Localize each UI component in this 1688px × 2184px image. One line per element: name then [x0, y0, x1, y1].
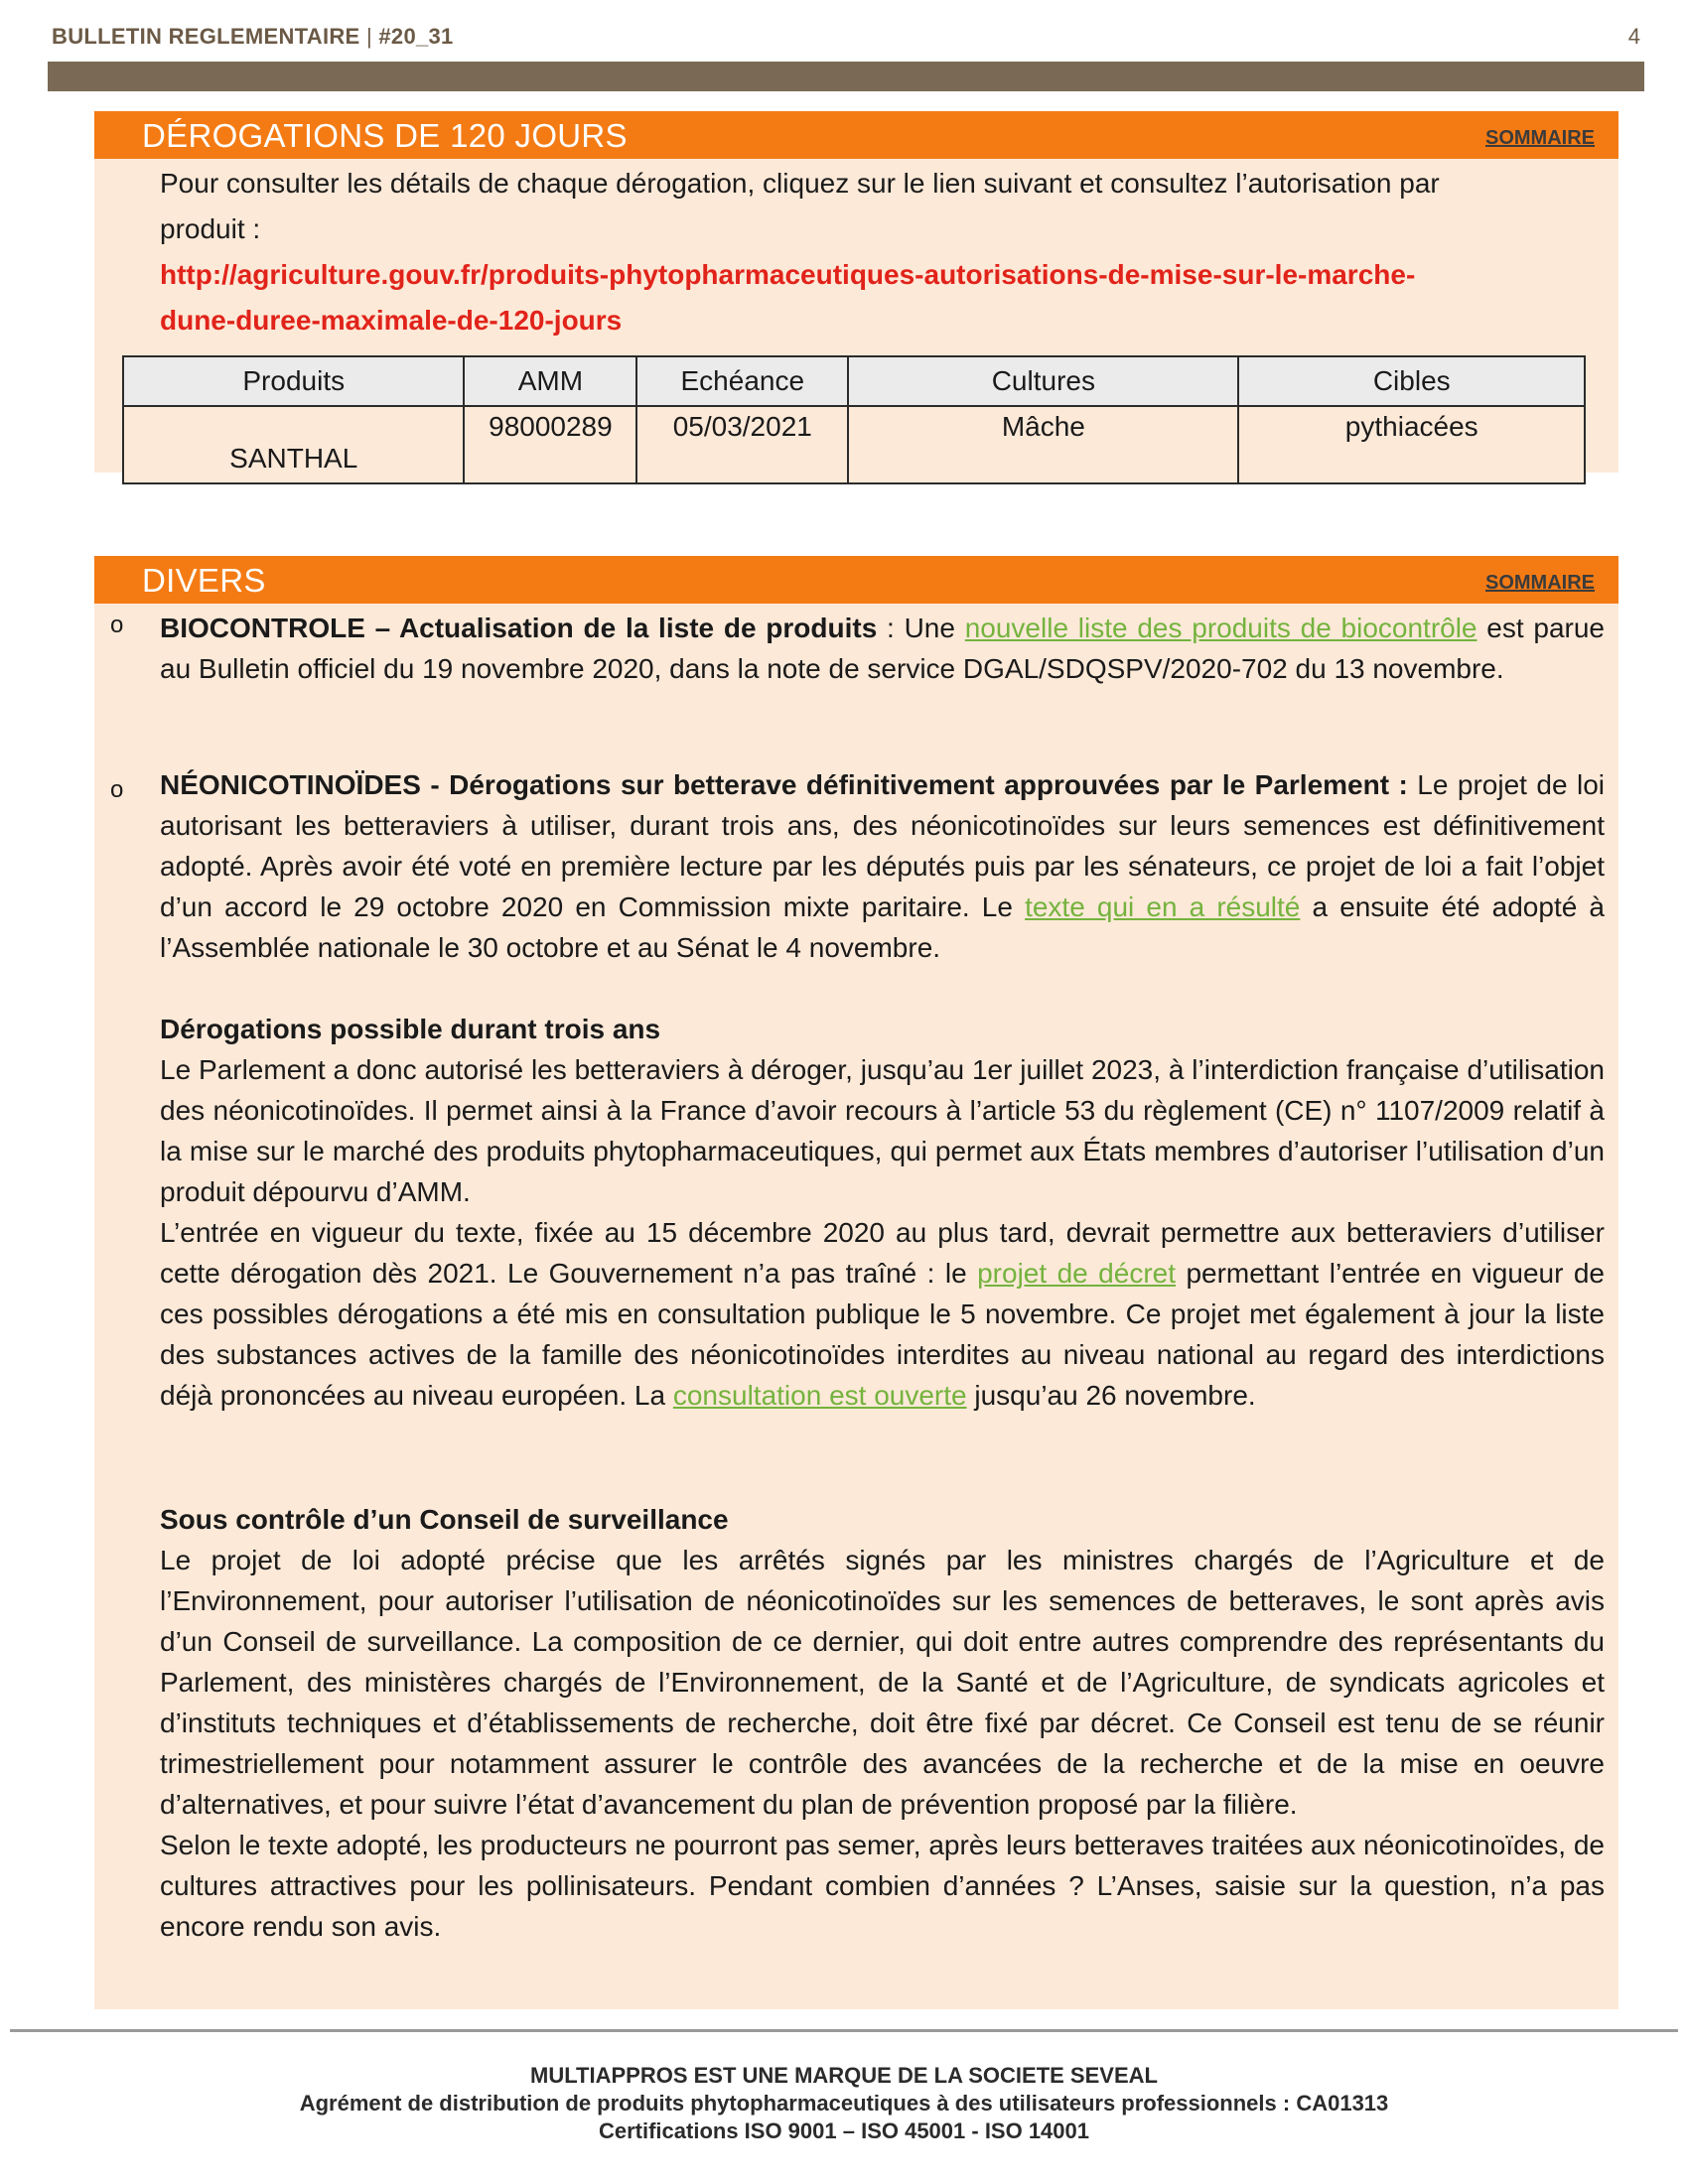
paragraph-text: jusqu’au 26 novembre.	[966, 1380, 1256, 1411]
section-derogations	[94, 111, 1618, 473]
footer-divider	[10, 2029, 1678, 2032]
section-header	[94, 556, 1618, 604]
projet-decret-link[interactable]: projet de décret	[977, 1258, 1176, 1289]
column-header: AMM	[464, 356, 636, 406]
item-heading: NÉONICOTINOÏDES - Dérogations sur betterave définitivement approuvées par le Parlement :	[160, 769, 1408, 800]
section-header	[94, 111, 1618, 159]
biocontrole-list-link[interactable]: nouvelle liste des produits de biocontrôle	[964, 613, 1477, 643]
paragraph-text: L’entrée en vigueur du texte, fixée au 15 décembre 2020 au plus tard, devrait permettre aux betteraviers d’utiliser cette dérogation dès 2021. Le Gouvernement n’a pas traîné : le	[160, 1217, 1605, 1289]
section-title: DÉROGATIONS DE 120 JOURS	[142, 117, 628, 154]
bulletin-issue: #20_31	[378, 24, 454, 49]
column-header: Cibles	[1238, 356, 1585, 406]
section-title: DIVERS	[142, 562, 266, 599]
footer-agrement: Agrément de distribution de produits phytopharmaceutiques à des utilisateurs professionnels : CA01313	[299, 2091, 1389, 2116]
item-text: a ensuite été adopté à l’Assemblée nationale le 30 octobre et au Sénat le 4 novembre.	[160, 891, 1605, 963]
column-header: Echéance	[636, 356, 848, 406]
item-heading: BIOCONTROLE – Actualisation de la liste de produits	[160, 613, 878, 643]
section-divers	[94, 556, 1618, 2009]
paragraph-text: Selon le texte adopté, les producteurs ne pourront pas semer, après leurs betteraves traitées aux néonicotinoïdes, de cultures attractives pour les pollinisateurs. Pendant combien d’années ? L’Anses, saisie sur la question, n’a pas encore rendu son avis.	[160, 1830, 1605, 1942]
bullet-icon: o	[110, 612, 124, 638]
header-separator: |	[359, 24, 379, 49]
bullet-icon: o	[110, 776, 124, 803]
derogations-subsection	[160, 1009, 1605, 1416]
table-cell-product: SANTHAL	[123, 406, 464, 483]
bulletin-header	[52, 24, 454, 50]
derogation-link-line-2[interactable]: dune-duree-maximale-de-120-jours	[160, 305, 623, 336]
intro-line-2: produit :	[160, 213, 261, 244]
footer-brand: MULTIAPPROS EST UNE MARQUE DE LA SOCIETE SEVEAL	[530, 2063, 1158, 2088]
texte-resulte-link[interactable]: texte qui en a résulté	[1025, 891, 1301, 922]
conseil-subsection	[160, 1499, 1605, 1947]
column-header: Produits	[123, 356, 464, 406]
item-text: Le projet de loi autorisant les betteraviers à utiliser, durant trois ans, des néonicotinoïdes sur leurs semences est définitivement adopté. Après avoir été voté en première lecture par les députés puis par les sénateurs, ce projet de loi a fait l’objet d’un accord le 29 octobre 2020 en Commission mixte paritaire. Le	[160, 769, 1605, 922]
subsection-heading: Sous contrôle d’un Conseil de surveillance	[160, 1504, 729, 1535]
table-cell-echeance: 05/03/2021	[636, 406, 848, 483]
paragraph-text: permettant l’entrée en vigueur de ces possibles dérogations a été mis en consultation publique le 5 novembre. Ce projet met également à jour la liste des substances actives de la famille des néonicotinoïdes interdites au niveau national au regard des interdictions déjà prononcées au niveau européen. La	[160, 1258, 1605, 1411]
paragraph-text: Le projet de loi adopté précise que les arrêtés signés par les ministres chargés de l’Agriculture et de l’Environnement, pour autoriser l’utilisation de néonicotinoïdes sur les semences de betteraves, le sont après avis d’un Conseil de surveillance. La composition de ce dernier, qui doit entre autres comprendre des représentants du Parlement, des ministères chargés de l’Environnement, de la Santé et de l’Agriculture, de syndicats agricoles et d’instituts techniques et d’établissements de recherche, doit être fixé par décret. Ce Conseil est tenu de se réunir trimestriellement pour notamment assurer le contrôle des avancées de la recherche et de la mise en oeuvre d’alternatives, et pour suivre l’état d’avancement du plan de prévention proposé par la filière.	[160, 1545, 1605, 1820]
footer-certifications: Certifications ISO 9001 – ISO 45001 - ISO 14001	[598, 2118, 1090, 2143]
item-text: est parue au Bulletin officiel du 19 novembre 2020, dans la note de service DGAL/SDQSPV/2020-702 du 13 novembre.	[160, 613, 1606, 684]
header-bar	[48, 62, 1644, 91]
derogation-table	[122, 355, 1586, 484]
bulletin-title: BULLETIN REGLEMENTAIRE	[52, 24, 360, 49]
subsection-heading: Dérogations possible durant trois ans	[160, 1014, 661, 1044]
consultation-link[interactable]: consultation est ouverte	[672, 1380, 967, 1411]
item-text: : Une	[877, 613, 965, 643]
table-row	[123, 406, 1585, 483]
derogation-link-line-1[interactable]: http://agriculture.gouv.fr/produits-phytopharmaceutiques-autorisations-de-mise-sur-le-marche-	[160, 259, 1416, 290]
column-header: Cultures	[848, 356, 1238, 406]
biocontrole-item	[160, 608, 1605, 689]
table-cell-amm: 98000289	[464, 406, 636, 483]
sommaire-link[interactable]: SOMMAIRE	[1485, 572, 1595, 594]
table-header-row	[123, 356, 1585, 406]
table-cell-culture: Mâche	[848, 406, 1238, 483]
page-number: 4	[1627, 24, 1640, 49]
paragraph-text: Le Parlement a donc autorisé les betteraviers à déroger, jusqu’au 1er juillet 2023, à l’interdiction française d’utilisation des néonicotinoïdes. Il permet ainsi à la France d’avoir recours à l’article 53 du règlement (CE) n° 1107/2009 relatif à la mise sur le marché des produits phytopharmaceutiques, qui permet aux États membres d’autoriser l’utilisation d’un produit dépourvu d’AMM.	[160, 1054, 1605, 1207]
sommaire-link[interactable]: SOMMAIRE	[1485, 127, 1595, 149]
neonicotinoides-item	[160, 764, 1605, 968]
table-cell-cible: pythiacées	[1238, 406, 1585, 483]
intro-line-1: Pour consulter les détails de chaque dérogation, cliquez sur le lien suivant et consultez l’autorisation par	[160, 168, 1440, 199]
